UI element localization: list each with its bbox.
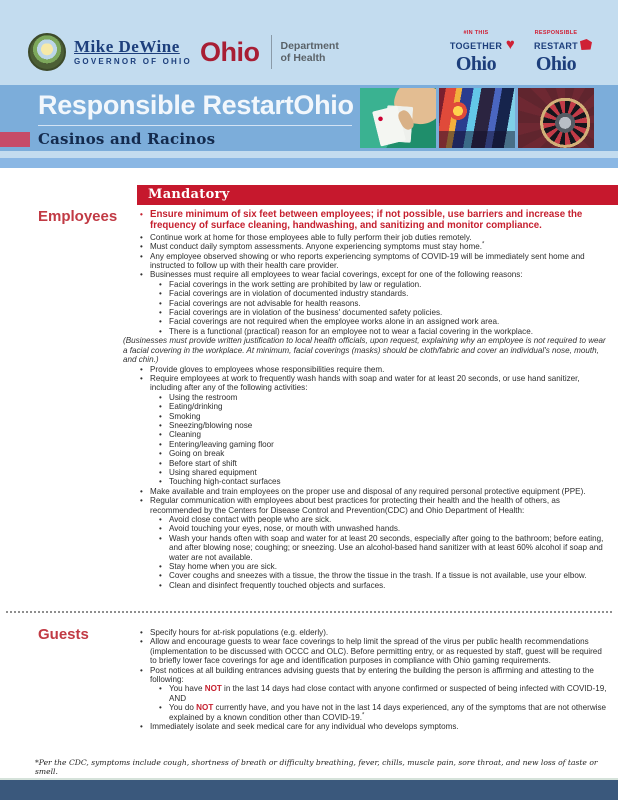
bullet-icon: •: [140, 270, 143, 280]
item-text: Allow and encourage guests to wear face coverings to help limit the spread of the virus per public health recommendations (implementation to be discussed with OCCC and OLC). Before permitting entry, or as requested by staff, guest will be required to briefly lower face coverings for age and identification purposes in compliance with Ohio gaming requirements.: [150, 637, 602, 666]
item-text: Cover coughs and sneezes with a tissue, the throw the tissue in the trash. If a tissue is not available, use your elbow.: [169, 571, 587, 581]
bullet-icon: •: [140, 251, 143, 261]
item-text: Provide gloves to employees whose responsibilities require them.: [150, 364, 385, 374]
item-text: Businesses must require all employees to wear facial coverings, except for one of the following reasons:: [150, 270, 523, 280]
bullet-item: [137, 468, 609, 477]
item-text: Post notices at all building entrances advising guests that by entering the building the person is affirming and attesting to the following:: [150, 665, 594, 685]
item-text: You do NOT currently have, and you have not in the last 14 days experienced, any of the symptoms that are not otherwise explained by a known condition other than COVID-19.*: [169, 703, 607, 722]
bullet-item: [137, 252, 609, 271]
bullet-icon: •: [159, 439, 162, 449]
bullet-icon: •: [159, 533, 162, 543]
bullet-item: [137, 421, 609, 430]
item-text: Going on break: [169, 449, 225, 459]
together-ohio-text: Ohio: [455, 53, 497, 75]
bullet-item: [137, 581, 609, 590]
bullet-item: [137, 393, 609, 402]
bullet-item: [137, 430, 609, 439]
item-text: Facial coverings are in violation of the business' documented safety policies.: [169, 308, 443, 318]
bullet-item: [137, 365, 609, 374]
item-text: Facial coverings are not required when the employee works alone in an assigned work area.: [169, 317, 500, 327]
bullet-icon: •: [159, 317, 162, 327]
bullet-item: [137, 496, 609, 515]
restart-tagline: RESPONSIBLE: [534, 30, 578, 36]
bullet-item: [137, 562, 609, 571]
bullet-item: [137, 684, 609, 703]
roulette-wheel-photo: [518, 88, 594, 148]
bullet-icon: •: [159, 411, 162, 421]
governor-logo-text: [74, 38, 192, 67]
item-text: (Businesses must provide written justification to local health officials, upon request, explaining why an employee is not required to wear a facial covering in the workplace. At minimum, facial coverings (masks) should be cloth/fabric and cover an individual's nose, mouth, and chin.): [123, 336, 606, 365]
bullet-icon: •: [159, 571, 162, 581]
bullet-item: [137, 477, 609, 486]
responsible-restart-ohio-logo: [520, 30, 592, 74]
playing-cards-photo: [360, 88, 436, 148]
bullet-icon: •: [159, 477, 162, 487]
item-text: Require employees at work to frequently wash hands with soap and water for at least 20 seconds, or use hand sanitizer, including after any of the following activities:: [150, 373, 580, 393]
bullet-item: [137, 209, 609, 232]
bullet-icon: •: [140, 232, 143, 242]
item-text: There is a functional (practical) reason for an employee not to wear a facial covering in the workplace.: [169, 326, 533, 336]
restart-ohio-text: Ohio: [535, 53, 577, 75]
bullet-item: [137, 515, 609, 524]
health-department-text: [281, 40, 339, 64]
header: [0, 0, 618, 85]
bullet-icon: •: [159, 580, 162, 590]
bullet-item: [137, 280, 609, 289]
bullet-item: [137, 487, 609, 496]
bullet-icon: •: [159, 467, 162, 477]
item-text: Immediately isolate and seek medical care for any individual who develops symptoms.: [150, 722, 459, 732]
item-text: Avoid touching your eyes, nose, or mouth with unwashed hands.: [169, 524, 401, 534]
item-text: Touching high-contact surfaces: [169, 477, 281, 487]
photo-strip: [360, 88, 594, 148]
item-text: Entering/leaving gaming floor: [169, 439, 274, 449]
cdc-footnote: *Per the CDC, symptoms include cough, shortness of breath or difficulty breathing, fever, chills, muscle pain, sore throat, and new loss of taste or smell.: [35, 758, 598, 776]
bullet-icon: •: [159, 279, 162, 289]
item-text: Wash your hands often with soap and water for at least 20 seconds, especially after going to the bathroom; before eating, and after blowing nose; coughing; or sneezing. Use an alcohol-based hand sanitizer with at least 60% alcohol if soap and water are not available.: [169, 533, 604, 562]
bullet-item: [137, 440, 609, 449]
item-text: Smoking: [169, 411, 201, 421]
bullet-icon: •: [159, 703, 162, 713]
item-text: You have NOT in the last 14 days had close contact with anyone confirmed or suspected of being infected with COVID-19, AND: [169, 684, 607, 703]
item-text: Sneezing/blowing nose: [169, 420, 253, 430]
bullet-item: [137, 242, 609, 251]
bullet-icon: •: [159, 308, 162, 318]
bullet-item: [137, 289, 609, 298]
restart-word: RESTART: [534, 41, 578, 51]
bullet-icon: •: [159, 458, 162, 468]
bullet-item: [137, 524, 609, 533]
note-text: [123, 336, 609, 364]
bullet-icon: •: [159, 298, 162, 308]
bullet-item: [137, 571, 609, 580]
page-subtitle: Casinos and Racinos: [38, 130, 216, 148]
bullet-icon: •: [159, 515, 162, 524]
item-text: Facial coverings in the work setting are prohibited by law or regulation.: [169, 279, 422, 289]
item-text: Clean and disinfect frequently touched objects and surfaces.: [169, 580, 386, 590]
page-title: Responsible RestartOhio: [38, 90, 354, 120]
bullet-item: [137, 233, 609, 242]
mandatory-label: Mandatory: [148, 187, 230, 202]
bullet-item: [137, 628, 609, 637]
pale-blue-strip: [0, 151, 618, 158]
bullet-item: [137, 327, 609, 336]
slot-reel-graphic: [449, 98, 467, 124]
guests-item-list: [137, 628, 609, 731]
dept-line-1: Department: [280, 40, 339, 52]
item-text: Regular communication with employees about best practices for protecting their health and the health of others, as recommended by the Centers for Disease Control and Prevention(CDC) and Ohio Department of Health:: [150, 496, 560, 515]
mandatory-header-bar: [137, 185, 618, 205]
item-text: Using shared equipment: [169, 467, 257, 477]
section-label-employees: Employees: [38, 208, 118, 225]
heart-icon: ♥: [505, 36, 516, 53]
section-label-guests: Guests: [38, 626, 89, 643]
bullet-icon: •: [140, 210, 143, 219]
bullet-item: [137, 412, 609, 421]
logo-divider: [271, 35, 272, 69]
item-text: Eating/drinking: [169, 402, 223, 412]
employees-item-list: [123, 209, 609, 590]
bullet-item: [137, 666, 609, 685]
bullet-item: [137, 299, 609, 308]
ohio-state-icon: [580, 39, 592, 50]
item-text: Any employee observed showing or who reports experiencing symptoms of COVID-19 will be immediately sent home and instructed to follow up with their health care provider.: [150, 251, 585, 271]
bullet-icon: •: [159, 420, 162, 430]
item-text: Must conduct daily symptom assessments. Anyone experiencing symptoms must stay home.*: [150, 241, 485, 252]
governor-title: GOVERNOR OF OHIO: [74, 56, 192, 66]
bullet-icon: •: [140, 373, 143, 383]
bullet-icon: •: [140, 722, 143, 732]
ohio-brand-text: Ohio: [200, 37, 260, 67]
together-tagline: #IN THIS: [463, 30, 489, 36]
bullet-item: [137, 534, 609, 562]
bullet-icon: •: [159, 289, 162, 299]
bullet-icon: •: [159, 562, 162, 572]
together-word: TOGETHER ♥: [449, 36, 516, 53]
bullet-icon: •: [159, 524, 162, 534]
item-text: Facial coverings are in violation of documented industry standards.: [169, 289, 409, 299]
slot-machines-photo: [439, 88, 515, 148]
governor-name: Mike DeWine: [74, 36, 180, 56]
item-text: Using the restroom: [169, 392, 238, 402]
item-text: Stay home when you are sick.: [169, 562, 277, 572]
bullet-icon: •: [159, 326, 162, 336]
bullet-item: [137, 308, 609, 317]
bullet-icon: •: [140, 486, 143, 496]
in-this-together-ohio-logo: [440, 30, 516, 75]
bullet-icon: •: [159, 449, 162, 459]
item-text: Before start of shift: [169, 458, 237, 468]
dept-line-2: of Health: [280, 52, 326, 64]
bullet-icon: •: [140, 496, 143, 506]
bullet-icon: •: [159, 684, 162, 694]
bullet-icon: •: [140, 628, 143, 637]
health-department-logo: [200, 30, 339, 74]
item-text: Cleaning: [169, 430, 201, 440]
bullet-item: [137, 374, 609, 393]
item-text: Ensure minimum of six feet between employees; if not possible, use barriers and increase the frequency of surface cleaning, handwashing, and sanitizing and monitor compliance.: [150, 209, 583, 232]
dotted-divider: [6, 611, 612, 613]
bullet-icon: •: [140, 637, 143, 647]
item-text: Avoid close contact with people who are sick.: [169, 515, 332, 524]
item-text: Specify hours for at-risk populations (e.g. elderly).: [150, 628, 329, 637]
ohio-state-seal-icon: [28, 33, 66, 71]
footer-bar: [0, 778, 618, 800]
bullet-item: [137, 270, 609, 279]
bullet-icon: •: [140, 242, 143, 252]
bullet-item: [137, 459, 609, 468]
bullet-icon: •: [159, 392, 162, 402]
item-text: Facial coverings are not advisable for health reasons.: [169, 298, 361, 308]
bullet-icon: •: [140, 364, 143, 374]
bullet-item: [137, 703, 609, 722]
title-banner: [0, 85, 618, 151]
bullet-icon: •: [159, 430, 162, 440]
bullet-item: [137, 449, 609, 458]
item-text: Continue work at home for those employees able to fully perform their job duties remotely.: [150, 232, 472, 242]
blue-strip: [0, 158, 618, 168]
bullet-icon: •: [140, 665, 143, 675]
bullet-item: [137, 637, 609, 665]
bullet-icon: •: [159, 402, 162, 412]
item-text: Make available and train employees on the proper use and disposal of any required personal protective equipment (PPE).: [150, 486, 586, 496]
governor-logo: [28, 33, 192, 71]
subtitle-accent-bar: [0, 132, 30, 147]
title-underline: [38, 125, 352, 126]
bullet-item: [137, 402, 609, 411]
bullet-item: [137, 317, 609, 326]
bullet-item: [137, 722, 609, 731]
